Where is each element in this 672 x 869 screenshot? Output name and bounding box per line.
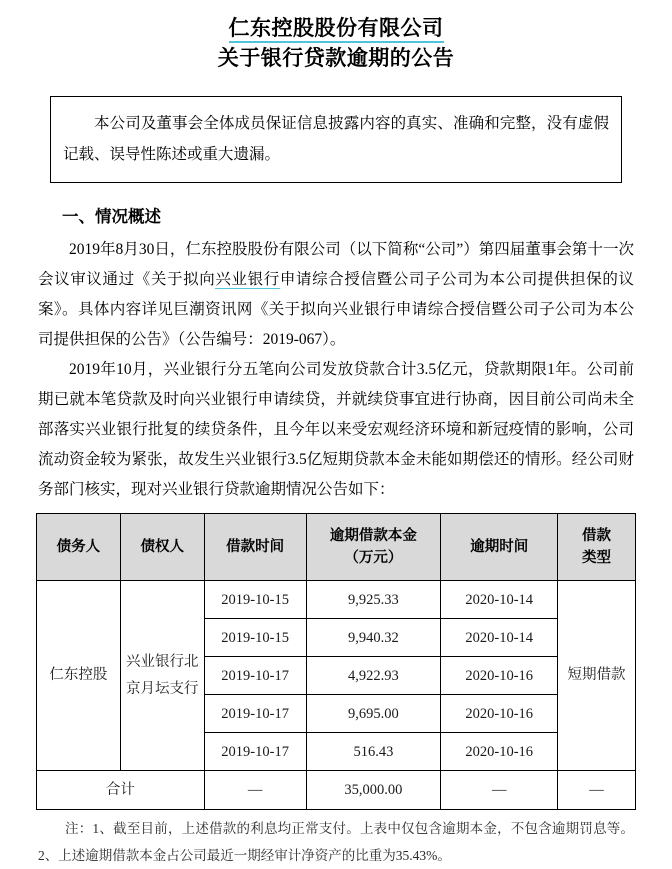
column-header-loan-type (558, 514, 636, 581)
cell-overdue-date: 2020-10-16 (441, 733, 558, 771)
title-company-name: 仁东控股股份有限公司 (229, 17, 444, 43)
cell-loan-type: 短期借款 (558, 581, 636, 771)
cell-amount: 4,922.93 (306, 657, 441, 695)
table-footnote: 注：1、截至目前，上述借款的利息均正常支付。上表中仅包含逾期本金，不包含逾期罚息等。2、上述逾期借款本金占公司最近一期经审计净资产的比重为35.43%。 (38, 821, 634, 863)
column-header-overdue-principal-line1: 逾期借款本金 (329, 528, 417, 544)
table-body (37, 581, 636, 810)
cell-loan-date: 2019-10-17 (204, 733, 306, 771)
cell-amount: 9,940.32 (306, 619, 441, 657)
cell-loan-date: 2019-10-15 (204, 581, 306, 619)
cell-total-overdue-date: — (441, 771, 558, 810)
cell-creditor: 兴业银行北京月坛支行 (120, 581, 204, 771)
title-line-company (36, 14, 636, 44)
document-title (36, 0, 636, 74)
table-total-row (37, 771, 636, 810)
column-header-debtor: 债务人 (37, 514, 121, 581)
cell-overdue-date: 2020-10-16 (441, 657, 558, 695)
paragraph-1-part-a: 2019年8月30日，仁东控股股份有限公司（以下简称“公司”）第四届董事会第十一次会议审议通过《关于拟向 (38, 241, 634, 288)
cell-debtor: 仁东控股 (37, 581, 121, 771)
disclaimer-text: 本公司及董事会全体成员保证信息披露内容的真实、准确和完整，没有虚假记载、误导性陈述或重大遗漏。 (63, 115, 609, 163)
column-header-loan-type-line2: 类型 (582, 550, 612, 566)
overdue-loan-table (36, 513, 636, 810)
section-heading-overview: 一、情况概述 (62, 208, 161, 226)
cell-total-label: 合计 (37, 771, 205, 810)
cell-loan-date: 2019-10-17 (204, 695, 306, 733)
paragraph-1-part-b: 申请综合授信暨公司子公司为本公司提供担保的议案》。具体内容详见巨潮资讯网《关于拟向兴业银行申请综合授信暨公司子公司为本公司提供担保的公告》（公告编号：2019-067）。 (38, 271, 634, 348)
cell-overdue-date: 2020-10-14 (441, 581, 558, 619)
paragraph-2: 2019年10月，兴业银行分五笔向公司发放贷款合计3.5亿元，贷款期限1年。公司前期已就本笔贷款及时向兴业银行申请续贷，并就续贷事宜进行协商，因目前公司尚未全部落实兴业银行批复的续贷条件，且今年以来受宏观经济环境和新冠疫情的影响，公司流动资金较为紧张，故发生兴业银行3.5亿短期贷款本金未能如期偿还的情形。经公司财务部门核实，现对兴业银行贷款逾期情况公告如下： (38, 361, 634, 498)
table-header-row (37, 514, 636, 581)
title-line-subject: 关于银行贷款逾期的公告 (217, 47, 455, 70)
column-header-overdue-principal-line2: （万元） (344, 550, 403, 566)
cell-total-loan-type: — (558, 771, 636, 810)
column-header-overdue-date: 逾期时间 (441, 514, 558, 581)
cell-amount: 9,925.33 (306, 581, 441, 619)
column-header-creditor: 债权人 (120, 514, 204, 581)
cell-total-loan-date: — (204, 771, 306, 810)
column-header-loan-date: 借款时间 (204, 514, 306, 581)
cell-overdue-date: 2020-10-16 (441, 695, 558, 733)
disclaimer-box (50, 96, 622, 183)
cell-loan-date: 2019-10-17 (204, 657, 306, 695)
column-header-overdue-principal (306, 514, 441, 581)
cell-amount: 516.43 (306, 733, 441, 771)
table-header (37, 514, 636, 581)
cell-overdue-date: 2020-10-14 (441, 619, 558, 657)
cell-amount: 9,695.00 (306, 695, 441, 733)
table-row (37, 581, 636, 619)
paragraph-1-highlight-bank: 兴业银行 (215, 271, 280, 288)
cell-loan-date: 2019-10-15 (204, 619, 306, 657)
column-header-loan-type-line1: 借款 (582, 528, 612, 544)
cell-total-amount: 35,000.00 (306, 771, 441, 810)
paragraph-1 (36, 235, 636, 355)
